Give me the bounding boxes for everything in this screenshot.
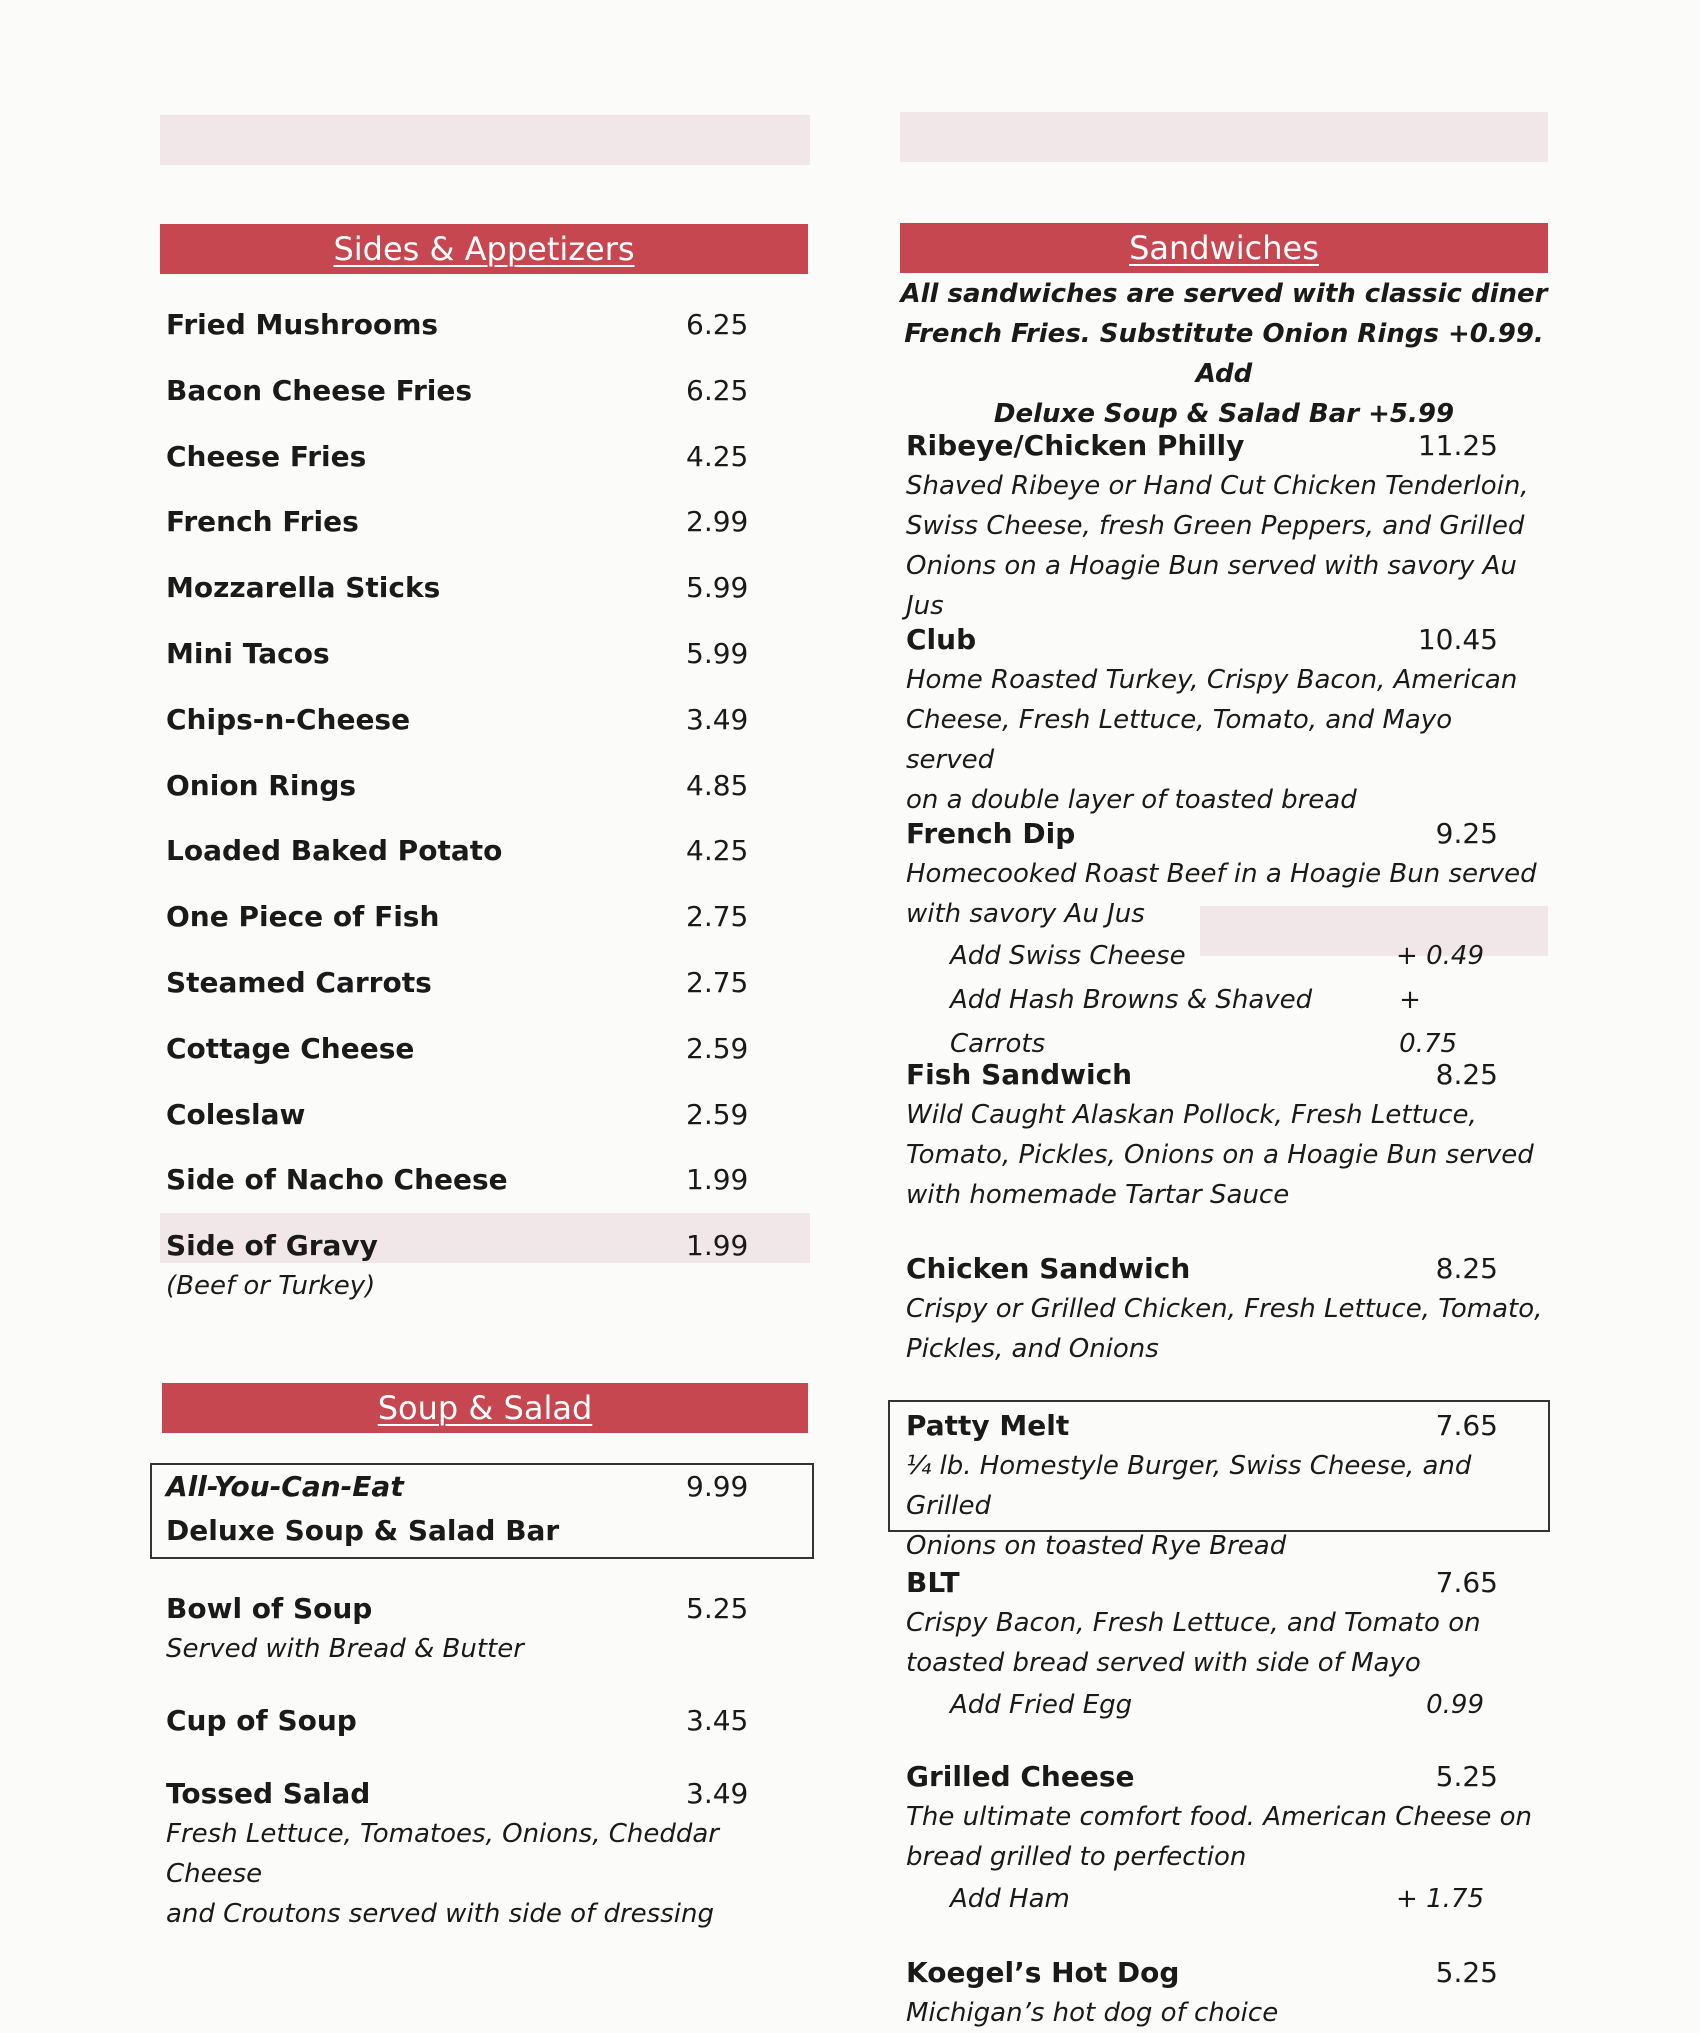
item-price: 5.99: [686, 571, 749, 604]
bleed-through-band: [160, 115, 810, 165]
item-description: on a double layer of toasted bread: [906, 785, 1357, 815]
item-description: Pickles, and Onions: [906, 1334, 1159, 1364]
item-name: One Piece of Fish: [166, 900, 440, 933]
item-price: 6.25: [686, 374, 749, 407]
item-description: Served with Bread & Butter: [166, 1634, 524, 1664]
item-addon: [906, 934, 1548, 978]
item-description: Crispy Bacon, Fresh Lettuce, and Tomato on: [906, 1608, 1481, 1638]
item-description: Onions on toasted Rye Bread: [906, 1531, 1287, 1561]
item-price: 10.45: [1417, 623, 1498, 656]
item-name: Cup of Soup: [166, 1704, 357, 1737]
item-description: Tomato, Pickles, Onions on a Hoagie Bun served: [906, 1140, 1534, 1170]
featured-item: [166, 1467, 810, 1551]
item-price: 8.25: [1435, 1058, 1498, 1091]
item-price: 3.49: [686, 1777, 749, 1810]
item-description: Onions on a Hoagie Bun served with savory Au Jus: [906, 551, 1517, 621]
menu-item: [166, 831, 810, 871]
item-description: with homemade Tartar Sauce: [906, 1180, 1290, 1210]
menu-item: [166, 634, 810, 674]
menu-item: [906, 620, 1548, 820]
item-price: 2.59: [686, 1098, 749, 1131]
item-addon: [906, 978, 1548, 1066]
item-price: 4.85: [686, 769, 749, 802]
item-name: Mini Tacos: [166, 637, 330, 670]
item-price: 4.25: [686, 440, 749, 473]
menu-item: [166, 766, 810, 806]
featured-item-line2: Deluxe Soup & Salad Bar: [166, 1514, 560, 1547]
menu-item: [166, 1226, 810, 1306]
item-description: and Croutons served with side of dressing: [166, 1899, 714, 1929]
item-name: Side of Nacho Cheese: [166, 1163, 508, 1196]
bleed-through-band: [900, 112, 1548, 162]
item-price: 2.75: [686, 966, 749, 999]
item-name: Mozzarella Sticks: [166, 571, 441, 604]
addon-price: 0.99: [1426, 1690, 1484, 1720]
menu-item: [166, 1095, 810, 1135]
menu-item: [166, 1701, 810, 1741]
item-price: 1.99: [686, 1163, 749, 1196]
item-description: Cheese, Fresh Lettuce, Tomato, and Mayo served: [906, 705, 1453, 775]
menu-item: [166, 963, 810, 1003]
menu-item: [166, 700, 810, 740]
item-price: 7.65: [1435, 1409, 1498, 1442]
item-description: ¼ lb. Homestyle Burger, Swiss Cheese, and Grilled: [906, 1451, 1472, 1521]
item-description: Fresh Lettuce, Tomatoes, Onions, Cheddar Cheese: [166, 1819, 719, 1889]
item-name: Club: [906, 623, 977, 656]
item-name: Bowl of Soup: [166, 1592, 373, 1625]
menu-item: [906, 814, 1548, 1066]
item-name: Cheese Fries: [166, 440, 367, 473]
item-description: Michigan’s hot dog of choice: [906, 1998, 1279, 2028]
menu-item: [166, 371, 810, 411]
item-name: Patty Melt: [906, 1409, 1070, 1442]
item-name: Grilled Cheese: [906, 1760, 1135, 1793]
item-price: 7.65: [1435, 1566, 1498, 1599]
addon-label: Add Ham: [950, 1884, 1070, 1914]
addon-label: Add Fried Egg: [950, 1690, 1133, 1720]
menu-item: [906, 1953, 1548, 2033]
item-name: Fish Sandwich: [906, 1058, 1133, 1091]
addon-price: + 0.49: [1396, 941, 1484, 971]
addon-price: + 0.75: [1399, 985, 1458, 1059]
item-description: bread grilled to perfection: [906, 1842, 1247, 1872]
note-line: Deluxe Soup & Salad Bar +5.99: [993, 399, 1455, 429]
item-name: Side of Gravy: [166, 1229, 378, 1262]
item-price: 5.99: [686, 637, 749, 670]
menu-item: [166, 1589, 810, 1669]
menu-item: [906, 1249, 1548, 1369]
item-name: BLT: [906, 1566, 960, 1599]
item-price: 2.75: [686, 900, 749, 933]
item-price: 5.25: [686, 1592, 749, 1625]
item-name: Tossed Salad: [166, 1777, 371, 1810]
item-price: 8.25: [1435, 1252, 1498, 1285]
item-name: Koegel’s Hot Dog: [906, 1956, 1180, 1989]
item-description: Homecooked Roast Beef in a Hoagie Bun served: [906, 859, 1537, 889]
item-description: Crispy or Grilled Chicken, Fresh Lettuce, Tomato,: [906, 1294, 1543, 1324]
item-price: 9.25: [1435, 817, 1498, 850]
item-description: (Beef or Turkey): [166, 1271, 376, 1301]
addon-label: Add Swiss Cheese: [950, 941, 1186, 971]
menu-item: [906, 1563, 1548, 1727]
item-name: Onion Rings: [166, 769, 357, 802]
menu-item: [906, 426, 1548, 626]
item-price: 4.25: [686, 834, 749, 867]
item-description: Wild Caught Alaskan Pollock, Fresh Lettuce,: [906, 1100, 1477, 1130]
sides-section-header: Sides & Appetizers: [160, 224, 808, 274]
menu-item: [166, 568, 810, 608]
item-description: with savory Au Jus: [906, 899, 1145, 929]
addon-label: Add Hash Browns & Shaved Carrots: [950, 985, 1313, 1059]
item-price: 3.45: [686, 1704, 749, 1737]
menu-item: [906, 1757, 1548, 1921]
sandwiches-section-header: Sandwiches: [900, 223, 1548, 273]
item-price: 2.59: [686, 1032, 749, 1065]
item-name: Loaded Baked Potato: [166, 834, 503, 867]
item-price: 6.25: [686, 308, 749, 341]
item-name: Steamed Carrots: [166, 966, 432, 999]
item-price: 2.99: [686, 505, 749, 538]
item-price: 11.25: [1417, 429, 1498, 462]
featured-item-line1: All-You-Can-Eat: [166, 1470, 404, 1503]
item-name: French Fries: [166, 505, 359, 538]
item-description: Swiss Cheese, fresh Green Peppers, and Grilled: [906, 511, 1525, 541]
soup-section-header: Soup & Salad: [162, 1383, 808, 1433]
sandwiches-note: [900, 274, 1548, 434]
item-description: Shaved Ribeye or Hand Cut Chicken Tenderloin,: [906, 471, 1529, 501]
item-addon: [906, 1877, 1548, 1921]
menu-item: [166, 1774, 810, 1934]
item-name: Cottage Cheese: [166, 1032, 415, 1065]
item-addon: [906, 1683, 1548, 1727]
menu-item: [166, 437, 810, 477]
menu-item: [166, 1029, 810, 1069]
item-price: 5.25: [1435, 1760, 1498, 1793]
item-price: 3.49: [686, 703, 749, 736]
item-name: Chicken Sandwich: [906, 1252, 1191, 1285]
menu-item: [906, 1055, 1548, 1215]
menu-item: [906, 1406, 1548, 1566]
item-price: 5.25: [1435, 1956, 1498, 1989]
item-name: French Dip: [906, 817, 1076, 850]
item-description: toasted bread served with side of Mayo: [906, 1648, 1421, 1678]
menu-item: [166, 502, 810, 542]
menu-item: [166, 305, 810, 345]
note-line: French Fries. Substitute Onion Rings +0.99. Add: [904, 319, 1544, 389]
item-name: Chips-n-Cheese: [166, 703, 411, 736]
item-description: Home Roasted Turkey, Crispy Bacon, American: [906, 665, 1518, 695]
addon-price: + 1.75: [1396, 1884, 1484, 1914]
menu-item: [166, 1160, 810, 1200]
item-name: Ribeye/Chicken Philly: [906, 429, 1245, 462]
item-description: The ultimate comfort food. American Cheese on: [906, 1802, 1533, 1832]
menu-item: [166, 897, 810, 937]
featured-item-price: 9.99: [686, 1470, 749, 1503]
item-name: Fried Mushrooms: [166, 308, 439, 341]
item-name: Coleslaw: [166, 1098, 306, 1131]
item-name: Bacon Cheese Fries: [166, 374, 473, 407]
note-line: All sandwiches are served with classic diner: [900, 279, 1548, 309]
item-price: 1.99: [686, 1229, 749, 1262]
